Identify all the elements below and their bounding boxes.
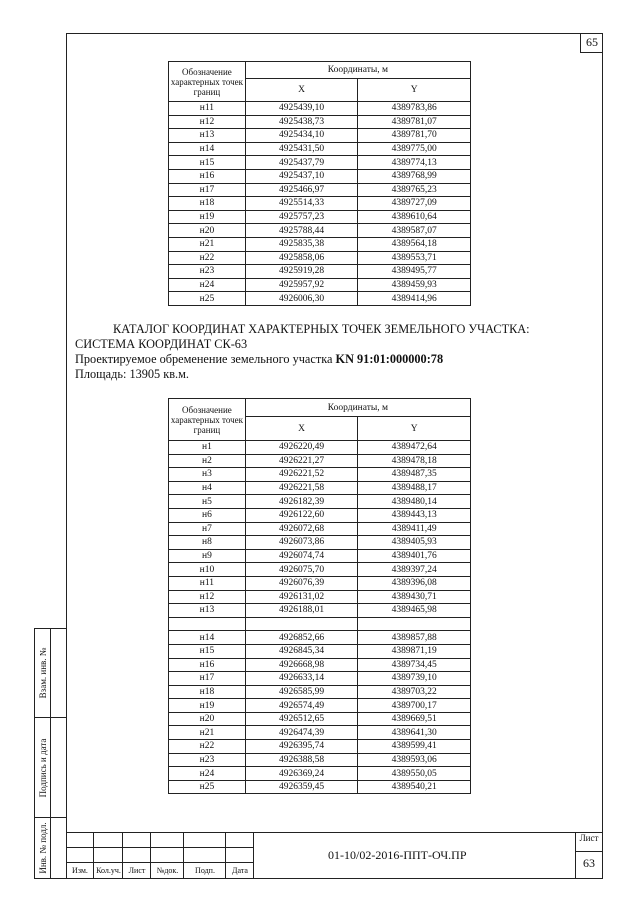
- table-row: [169, 740, 471, 754]
- x-cell: 4926852,66: [245, 631, 358, 645]
- point-cell: н12: [169, 115, 246, 129]
- stamp-izm: Изм.: [72, 866, 88, 875]
- y-cell: 4389593,06: [358, 753, 471, 767]
- stamp-list: Лист: [128, 866, 146, 875]
- table-row: [169, 169, 471, 183]
- x-cell: 4926633,14: [245, 672, 358, 686]
- point-cell: н6: [169, 508, 246, 522]
- y-cell: 4389472,64: [358, 441, 471, 455]
- point-cell: н11: [169, 576, 246, 590]
- x-cell: 4926122,60: [245, 508, 358, 522]
- side-label-inv: Инв. № подл.: [37, 822, 48, 874]
- point-cell: н25: [169, 780, 246, 794]
- point-cell: н1: [169, 441, 246, 455]
- table-row: [169, 631, 471, 645]
- x-cell: 4926512,65: [245, 712, 358, 726]
- point-cell: [169, 617, 246, 631]
- x-cell: 4926359,45: [245, 780, 358, 794]
- point-cell: н7: [169, 522, 246, 536]
- table-row: [169, 210, 471, 224]
- side-column-podpis: [34, 718, 66, 818]
- table-row: [169, 753, 471, 767]
- point-cell: н18: [169, 197, 246, 211]
- point-cell: н2: [169, 454, 246, 468]
- y-cell: 4389727,09: [358, 197, 471, 211]
- x-cell: 4925437,79: [245, 156, 358, 170]
- x-cell: 4925438,73: [245, 115, 358, 129]
- table-row: [169, 454, 471, 468]
- table-row: [169, 237, 471, 251]
- y-cell: 4389478,18: [358, 454, 471, 468]
- table-row: [169, 563, 471, 577]
- table-row: [169, 129, 471, 143]
- y-cell: 4389553,71: [358, 251, 471, 265]
- point-cell: н17: [169, 672, 246, 686]
- x-cell: 4926221,52: [245, 468, 358, 482]
- y-cell: 4389550,05: [358, 767, 471, 781]
- table-row: [169, 508, 471, 522]
- point-cell: н15: [169, 156, 246, 170]
- y-cell: 4389641,30: [358, 726, 471, 740]
- point-cell: н3: [169, 468, 246, 482]
- table-row: [169, 251, 471, 265]
- x-cell: 4926369,24: [245, 767, 358, 781]
- x-cell: 4926131,02: [245, 590, 358, 604]
- table-row: [169, 265, 471, 279]
- header-designation: Обозначение характерных точек границ: [169, 399, 246, 441]
- y-cell: [358, 617, 471, 631]
- point-cell: н21: [169, 237, 246, 251]
- x-cell: 4925434,10: [245, 129, 358, 143]
- table-row: [169, 576, 471, 590]
- y-cell: 4389414,96: [358, 292, 471, 306]
- table-row: [169, 468, 471, 482]
- table-row: [169, 685, 471, 699]
- table-row: [169, 481, 471, 495]
- side-label-vzam: Взам. инв. №: [37, 647, 48, 699]
- header-x: X: [245, 417, 358, 441]
- y-cell: 4389610,64: [358, 210, 471, 224]
- table-row: [169, 699, 471, 713]
- header-y: Y: [358, 417, 471, 441]
- page-number-top: 65: [580, 33, 603, 53]
- x-cell: 4925466,97: [245, 183, 358, 197]
- point-cell: н20: [169, 224, 246, 238]
- table-row: [169, 658, 471, 672]
- catalog-encumbrance: [75, 352, 595, 367]
- header-designation: Обозначение характерных точек границ: [169, 62, 246, 102]
- x-cell: 4926182,39: [245, 495, 358, 509]
- x-cell: 4926073,86: [245, 536, 358, 550]
- point-cell: н18: [169, 685, 246, 699]
- table-row: [169, 197, 471, 211]
- x-cell: [245, 617, 358, 631]
- x-cell: 4925431,50: [245, 142, 358, 156]
- y-cell: 4389564,18: [358, 237, 471, 251]
- y-cell: 4389411,49: [358, 522, 471, 536]
- point-cell: н13: [169, 604, 246, 618]
- point-cell: н19: [169, 699, 246, 713]
- side-column-inv: [34, 818, 66, 879]
- y-cell: 4389857,88: [358, 631, 471, 645]
- y-cell: 4389781,70: [358, 129, 471, 143]
- x-cell: 4926006,30: [245, 292, 358, 306]
- x-cell: 4925858,06: [245, 251, 358, 265]
- point-cell: н17: [169, 183, 246, 197]
- x-cell: 4926221,27: [245, 454, 358, 468]
- table-row: [169, 441, 471, 455]
- stamp-kol: Кол.уч.: [96, 866, 121, 875]
- point-cell: н9: [169, 549, 246, 563]
- point-cell: н12: [169, 590, 246, 604]
- table-row: [169, 617, 471, 631]
- table-row: [169, 292, 471, 306]
- x-cell: 4926072,68: [245, 522, 358, 536]
- point-cell: н20: [169, 712, 246, 726]
- side-column-vzam: [34, 628, 66, 718]
- y-cell: 4389599,41: [358, 740, 471, 754]
- y-cell: 4389430,71: [358, 590, 471, 604]
- table-row: [169, 767, 471, 781]
- y-cell: 4389700,17: [358, 699, 471, 713]
- document-code: 01-10/02-2016-ППТ-ОЧ.ПР: [328, 848, 467, 862]
- y-cell: 4389443,13: [358, 508, 471, 522]
- x-cell: 4925788,44: [245, 224, 358, 238]
- point-cell: н10: [169, 563, 246, 577]
- point-cell: н13: [169, 129, 246, 143]
- x-cell: 4926395,74: [245, 740, 358, 754]
- x-cell: 4926075,70: [245, 563, 358, 577]
- table-row: [169, 726, 471, 740]
- x-cell: 4925835,38: [245, 237, 358, 251]
- point-cell: н22: [169, 740, 246, 754]
- y-cell: 4389734,45: [358, 658, 471, 672]
- x-cell: 4926076,39: [245, 576, 358, 590]
- x-cell: 4926188,01: [245, 604, 358, 618]
- x-cell: 4925514,33: [245, 197, 358, 211]
- point-cell: н25: [169, 292, 246, 306]
- y-cell: 4389871,19: [358, 644, 471, 658]
- table-row: [169, 183, 471, 197]
- y-cell: 4389396,08: [358, 576, 471, 590]
- table-row: [169, 142, 471, 156]
- table-row: [169, 224, 471, 238]
- header-coords: Координаты, м: [245, 399, 470, 417]
- stamp-podp: Подп.: [195, 866, 215, 875]
- x-cell: 4926474,39: [245, 726, 358, 740]
- y-cell: 4389397,24: [358, 563, 471, 577]
- table-row: [169, 522, 471, 536]
- x-cell: 4926668,98: [245, 658, 358, 672]
- sheet-number: 63: [583, 856, 595, 870]
- y-cell: 4389774,13: [358, 156, 471, 170]
- y-cell: 4389405,93: [358, 536, 471, 550]
- table-row: [169, 495, 471, 509]
- x-cell: 4926845,34: [245, 644, 358, 658]
- point-cell: н5: [169, 495, 246, 509]
- encumbrance-text: Проектируемое обременение земельного участка: [75, 352, 336, 366]
- y-cell: 4389480,14: [358, 495, 471, 509]
- table-row: [169, 156, 471, 170]
- point-cell: н15: [169, 644, 246, 658]
- y-cell: 4389783,86: [358, 102, 471, 116]
- point-cell: н21: [169, 726, 246, 740]
- table-row: [169, 712, 471, 726]
- point-cell: н24: [169, 767, 246, 781]
- coordinates-table-2: [168, 398, 471, 794]
- cadastral-number: KN 91:01:000000:78: [335, 352, 444, 366]
- point-cell: н11: [169, 102, 246, 116]
- x-cell: 4925757,23: [245, 210, 358, 224]
- y-cell: 4389495,77: [358, 265, 471, 279]
- point-cell: н14: [169, 142, 246, 156]
- x-cell: 4925439,10: [245, 102, 358, 116]
- point-cell: н16: [169, 169, 246, 183]
- table-row: [169, 102, 471, 116]
- x-cell: 4926574,49: [245, 699, 358, 713]
- x-cell: 4925437,10: [245, 169, 358, 183]
- header-x: X: [245, 79, 358, 102]
- y-cell: 4389765,23: [358, 183, 471, 197]
- y-cell: 4389739,10: [358, 672, 471, 686]
- y-cell: 4389488,17: [358, 481, 471, 495]
- y-cell: 4389775,00: [358, 142, 471, 156]
- table-row: [169, 115, 471, 129]
- point-cell: н19: [169, 210, 246, 224]
- x-cell: 4926388,58: [245, 753, 358, 767]
- table-row: [169, 672, 471, 686]
- table-row: [169, 590, 471, 604]
- table-row: [169, 536, 471, 550]
- x-cell: 4925919,28: [245, 265, 358, 279]
- stamp-ndok: №док.: [156, 866, 179, 875]
- y-cell: 4389487,35: [358, 468, 471, 482]
- stamp-data: Дата: [232, 866, 248, 875]
- header-coords: Координаты, м: [245, 62, 470, 79]
- table-row: [169, 644, 471, 658]
- table-row: [169, 780, 471, 794]
- catalog-title: КАТАЛОГ КООРДИНАТ ХАРАКТЕРНЫХ ТОЧЕК ЗЕМЕЛЬНОГО УЧАСТКА:: [113, 322, 530, 336]
- y-cell: 4389768,99: [358, 169, 471, 183]
- y-cell: 4389540,21: [358, 780, 471, 794]
- sheet-label: Лист: [579, 833, 599, 843]
- y-cell: 4389465,98: [358, 604, 471, 618]
- y-cell: 4389781,07: [358, 115, 471, 129]
- y-cell: 4389703,22: [358, 685, 471, 699]
- point-cell: н8: [169, 536, 246, 550]
- table-row: [169, 549, 471, 563]
- x-cell: 4926220,49: [245, 441, 358, 455]
- x-cell: 4925957,92: [245, 278, 358, 292]
- point-cell: н14: [169, 631, 246, 645]
- point-cell: н22: [169, 251, 246, 265]
- catalog-area: Площадь: 13905 кв.м.: [75, 367, 189, 381]
- catalog-system: СИСТЕМА КООРДИНАТ СК-63: [75, 337, 248, 351]
- header-y: Y: [358, 79, 471, 102]
- y-cell: 4389401,76: [358, 549, 471, 563]
- catalog-heading: [75, 322, 595, 382]
- table-row: [169, 604, 471, 618]
- table-row: [169, 278, 471, 292]
- y-cell: 4389669,51: [358, 712, 471, 726]
- point-cell: н4: [169, 481, 246, 495]
- point-cell: н16: [169, 658, 246, 672]
- coordinates-table-1: [168, 61, 471, 306]
- x-cell: 4926221,58: [245, 481, 358, 495]
- side-label-podpis: Подпись и дата: [37, 738, 48, 797]
- point-cell: н23: [169, 753, 246, 767]
- point-cell: н24: [169, 278, 246, 292]
- y-cell: 4389459,93: [358, 278, 471, 292]
- x-cell: 4926074,74: [245, 549, 358, 563]
- point-cell: н23: [169, 265, 246, 279]
- x-cell: 4926585,99: [245, 685, 358, 699]
- y-cell: 4389587,07: [358, 224, 471, 238]
